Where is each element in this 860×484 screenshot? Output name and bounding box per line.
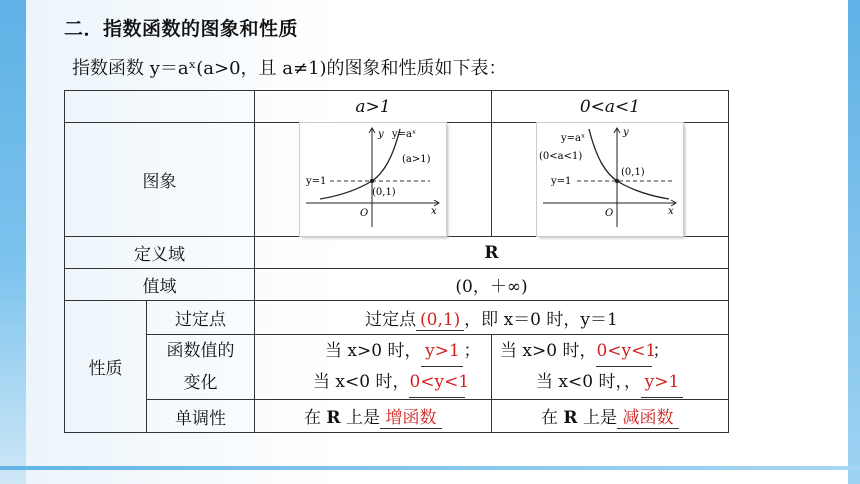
mono-gt1-answer: 增函数 <box>380 403 442 429</box>
monotonic-a-lt-1 <box>492 400 729 433</box>
variation-lt1-comma: ， <box>623 372 641 392</box>
domain-row <box>65 237 729 269</box>
graph-origin-label: O <box>360 208 369 219</box>
monotonic-a-gt-1 <box>255 400 492 433</box>
graph-curve-label: y=aˣ <box>561 133 586 144</box>
mono-gt1-R: R <box>326 408 341 428</box>
graph-point-label: (0,1) <box>621 167 645 178</box>
variation-row <box>65 335 729 400</box>
range-value: (0，＋∞) <box>255 269 729 301</box>
mono-lt1-R: R <box>563 408 578 428</box>
mono-gt1-prefix: 在 <box>304 408 322 428</box>
graph-x-label: x <box>431 206 437 217</box>
graph-a-lt-1 <box>537 123 683 236</box>
monotonic-label: 单调性 <box>147 400 255 433</box>
domain-value: R <box>255 237 729 269</box>
variation-a-gt-1 <box>255 335 492 400</box>
graph-row <box>65 123 729 237</box>
section-heading: 二．指数函数的图象和性质 <box>64 18 299 40</box>
graph-curve-label: y=aˣ <box>392 129 417 140</box>
variation-gt1-line2-answer: 0<y<1 <box>409 367 465 398</box>
intro-text: 指数函数 y＝aˣ(a>0，且 a≠1)的图象和性质如下表： <box>72 58 507 79</box>
variation-lt1-line2-prefix: 当 x<0 时， <box>536 372 624 392</box>
range-label: 值域 <box>65 269 255 301</box>
graph-x-label: x <box>668 206 674 217</box>
variation-a-lt-1 <box>492 335 729 400</box>
fixed-point-marker <box>370 179 374 183</box>
graph-origin-label: O <box>605 208 614 219</box>
variation-gt1-semicolon: ； <box>463 341 481 361</box>
fixed-point-row <box>65 301 729 335</box>
variation-lt1-line2-answer: y>1 <box>641 367 683 398</box>
properties-table <box>64 90 729 433</box>
graph-y-label: y <box>623 127 629 138</box>
range-row <box>65 269 729 301</box>
graph-y-label: y <box>378 129 384 140</box>
header-empty-cell <box>65 91 255 123</box>
monotonic-row <box>65 400 729 433</box>
variation-lt1-line1-prefix: 当 x>0 时， <box>500 341 597 361</box>
variation-gt1-line1 <box>273 336 491 367</box>
variation-label-line1: 函数值的 <box>166 341 235 361</box>
mono-lt1-answer: 减函数 <box>617 403 679 429</box>
fixed-point-answer: (0,1) <box>416 310 464 331</box>
variation-gt1-line2-prefix: 当 x<0 时， <box>313 372 410 392</box>
fixed-point-content <box>255 301 729 335</box>
curve-a-lt-1 <box>589 129 669 199</box>
graph-a-gt-1 <box>300 123 446 236</box>
variation-label-line2: 变化 <box>183 373 218 393</box>
bottom-accent-line <box>0 466 860 470</box>
variation-gt1-line1-prefix: 当 x>0 时， <box>325 341 422 361</box>
variation-lt1-line1-answer: 0<y<1 <box>596 336 652 367</box>
graph-row-label: 图象 <box>65 123 255 237</box>
variation-gt1-line1-answer: y>1 <box>421 336 463 367</box>
graph-cond-label: (a>1) <box>402 154 431 165</box>
graph-cell-a-lt-1 <box>492 123 729 237</box>
left-accent-bar <box>0 0 26 484</box>
graph-cell-a-gt-1 <box>255 123 492 237</box>
fixed-point-suffix: ，即 x＝0 时，y＝1 <box>464 309 618 330</box>
mono-gt1-mid: 上是 <box>345 408 380 428</box>
table-header-row <box>65 91 729 123</box>
variation-lt1-line2 <box>500 367 728 398</box>
fixed-point-marker <box>615 179 619 183</box>
mono-lt1-prefix: 在 <box>541 408 559 428</box>
fixed-point-prefix: 过定点 <box>365 309 417 330</box>
graph-y1-label: y=1 <box>551 176 572 187</box>
header-a-gt-1: a>1 <box>255 91 492 123</box>
variation-label <box>147 335 255 400</box>
fixed-point-label: 过定点 <box>147 301 255 335</box>
variation-gt1-line2 <box>273 367 491 398</box>
variation-lt1-line1 <box>500 336 728 367</box>
variation-lt1-semicolon: ； <box>652 341 670 361</box>
graph-cond-label: (0<a<1) <box>539 151 583 162</box>
right-accent-bar <box>848 0 860 484</box>
mono-lt1-mid: 上是 <box>582 408 617 428</box>
header-a-lt-1: 0<a<1 <box>492 91 729 123</box>
graph-y1-label: y=1 <box>306 176 327 187</box>
graph-point-label: (0,1) <box>372 187 396 198</box>
props-label: 性质 <box>65 301 147 433</box>
domain-label: 定义域 <box>65 237 255 269</box>
